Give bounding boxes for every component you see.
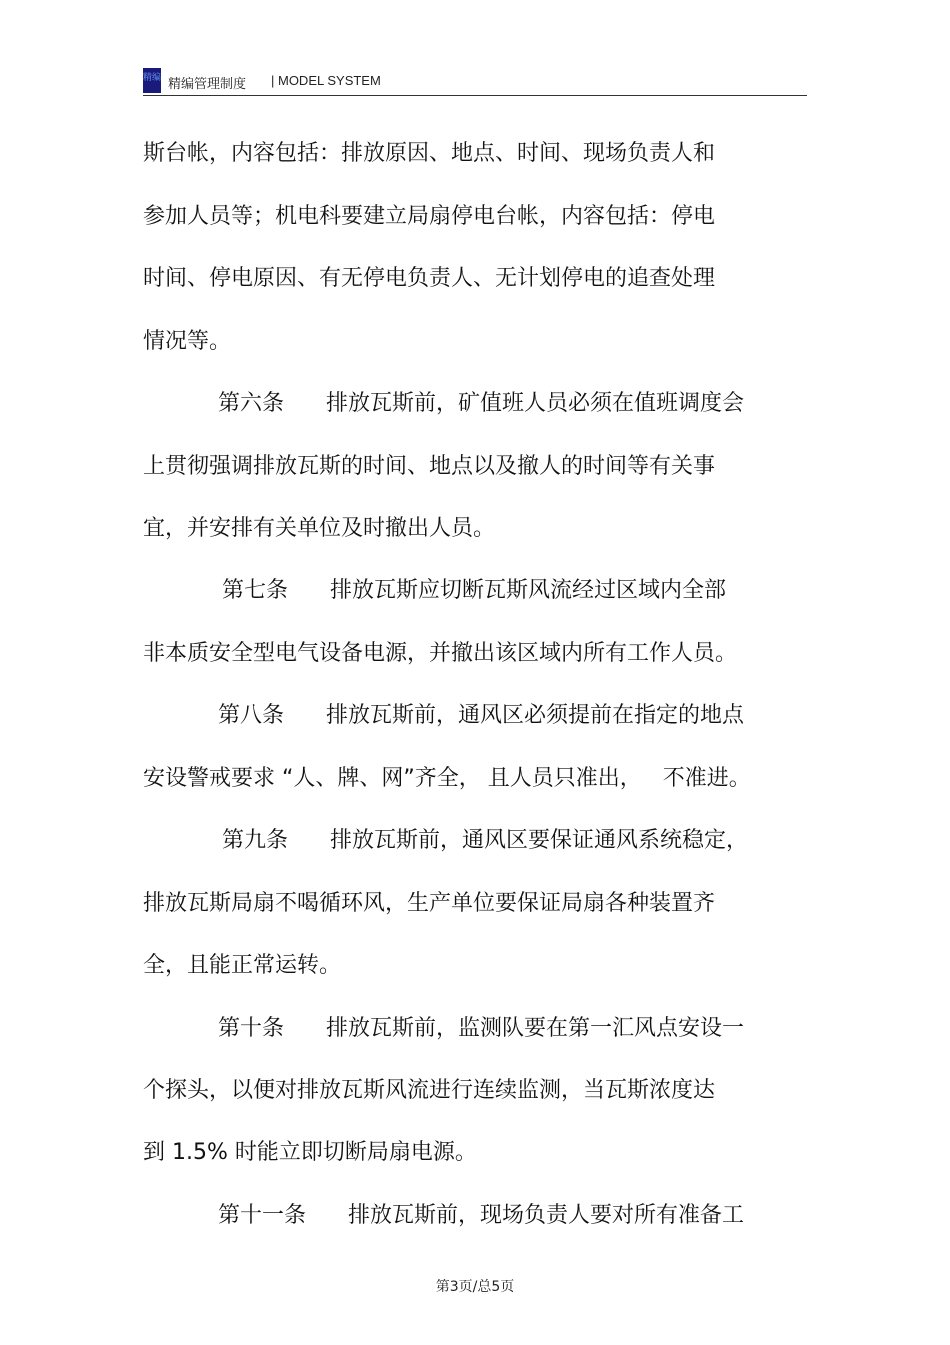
text-line: 时间、停电原因、有无停电负责人、无计划停电的追查处理 — [143, 266, 716, 291]
header-divider — [143, 95, 807, 96]
text-line: 全，且能正常运转。 — [143, 953, 342, 978]
brand-name-en: | MODEL SYSTEM — [271, 73, 381, 88]
text-line: 个探头，以便对排放瓦斯风流进行连续监测，当瓦斯浓度达 — [143, 1078, 716, 1103]
page-header — [143, 66, 807, 95]
article-11-heading: 第十一条 排放瓦斯前，现场负责人要对所有准备工 — [218, 1203, 744, 1228]
brand-name-cn: 精编管理制度 — [168, 77, 247, 92]
text-line: 到 1.5% 时能立即切断局扇电源。 — [143, 1140, 477, 1165]
article-6-heading: 第六条 排放瓦斯前，矿值班人员必须在值班调度会 — [218, 391, 744, 416]
text-line: 宜，并安排有关单位及时撤出人员。 — [143, 516, 496, 541]
article-8-heading: 第八条 排放瓦斯前，通风区必须提前在指定的地点 — [218, 703, 744, 728]
brand-logo-label: 精编 — [143, 73, 162, 83]
article-10-heading: 第十条 排放瓦斯前，监测队要在第一汇风点安设一 — [218, 1016, 744, 1041]
text-line: 上贯彻强调排放瓦斯的时间、地点以及撤人的时间等有关事 — [143, 454, 716, 479]
page-number: 第3页/总5页 — [435, 1279, 515, 1295]
text-line: 情况等。 — [143, 329, 232, 354]
article-9-heading: 第九条 排放瓦斯前，通风区要保证通风系统稳定， — [222, 828, 748, 853]
article-7-heading: 第七条 排放瓦斯应切断瓦斯风流经过区域内全部 — [222, 578, 726, 603]
text-line: 排放瓦斯局扇不喝循环风，生产单位要保证局扇各种装置齐 — [143, 891, 716, 916]
text-line: 斯台帐，内容包括：排放原因、地点、时间、现场负责人和 — [143, 141, 716, 166]
text-line: 参加人员等；机电科要建立局扇停电台帐，内容包括：停电 — [143, 204, 716, 229]
text-line: 安设警戒要求 “人、牌、网”齐全， 且人员只准出， 不准进。 — [143, 766, 751, 791]
text-line: 非本质安全型电气设备电源，并撤出该区域内所有工作人员。 — [143, 641, 738, 666]
